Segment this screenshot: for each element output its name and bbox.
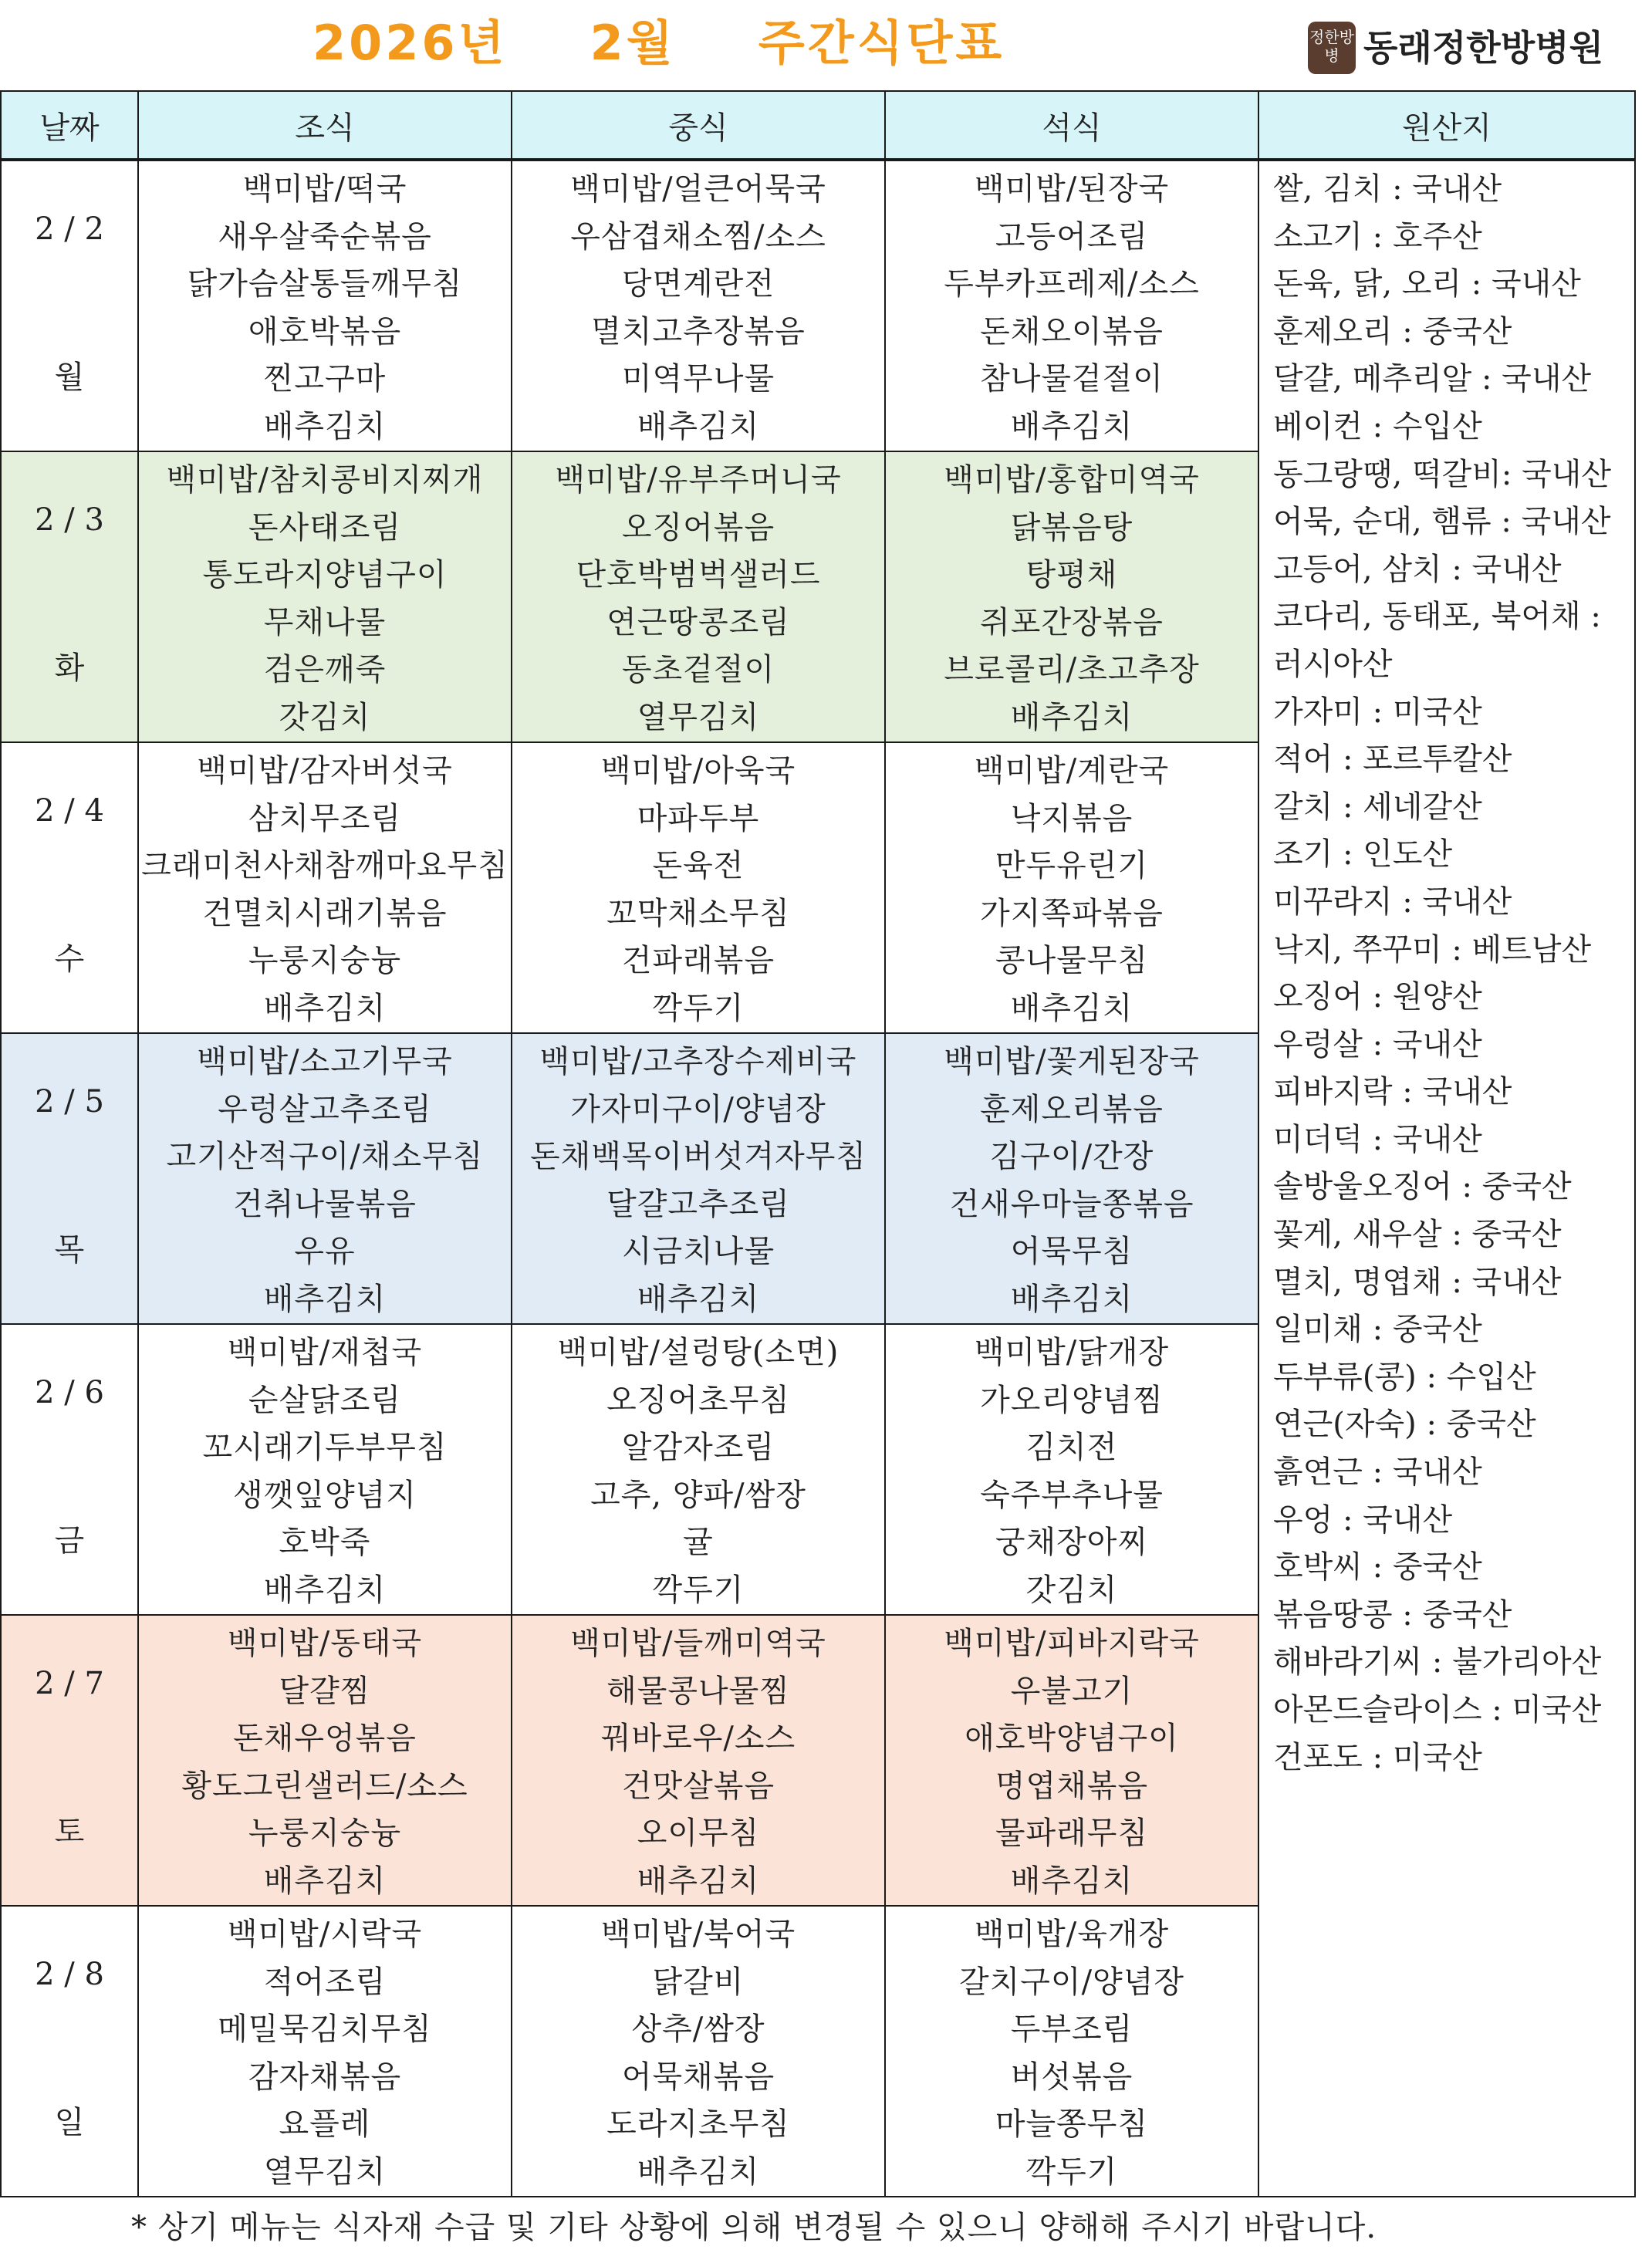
menu-item: 건취나물볶음	[233, 1186, 417, 1222]
origin-item: 연근(자숙) : 중국산	[1273, 1407, 1536, 1443]
origin-item: 조기 : 인도산	[1273, 836, 1453, 873]
origin-item: 멸치, 명엽채 : 국내산	[1273, 1264, 1562, 1300]
menu-item: 백미밥/계란국	[974, 753, 1170, 789]
lunch-menu-list	[512, 743, 884, 1032]
menu-item: 동초겉절이	[621, 652, 775, 687]
menu-item: 열무김치	[263, 2153, 387, 2190]
menu-item: 가오리양념찜	[980, 1382, 1164, 1418]
origin-item: 해바라기씨 : 불가리아산	[1273, 1644, 1602, 1680]
dinner-menu-list	[886, 1907, 1258, 2196]
menu-item: 갈치구이/양념장	[959, 1964, 1184, 2000]
menu-item: 호박죽	[279, 1525, 371, 1560]
date-cell	[1, 1906, 138, 2197]
menu-body	[1, 160, 1635, 2197]
origin-item: 베이컨 : 수입산	[1273, 408, 1482, 444]
menu-item: 새우살죽순볶음	[218, 218, 432, 255]
menu-item: 단호박범벅샐러드	[576, 557, 821, 593]
menu-item: 꼬막채소무침	[606, 895, 790, 931]
origin-item: 달걀, 메추리알 : 국내산	[1273, 361, 1592, 397]
menu-item: 낙지볶음	[1010, 800, 1133, 836]
lunch-cell	[512, 160, 885, 451]
menu-item: 배추김치	[637, 1863, 760, 1899]
menu-item: 갓김치	[1025, 1572, 1118, 1608]
menu-item: 백미밥/재첩국	[227, 1335, 423, 1370]
menu-item: 어묵무침	[1010, 1234, 1133, 1269]
lunch-cell	[512, 451, 885, 742]
origin-item: 코다리, 동태포, 북어채 :	[1273, 599, 1601, 635]
date-cell	[1, 1033, 138, 1324]
menu-item: 백미밥/시락국	[227, 1917, 423, 1952]
menu-item: 검은깨죽	[263, 652, 387, 687]
menu-item: 닭갈비	[652, 1964, 745, 2000]
date-cell	[1, 1324, 138, 1615]
menu-item: 돈사태조림	[248, 509, 402, 546]
origin-item: 솔방울오징어 : 중국산	[1273, 1169, 1572, 1205]
menu-item: 백미밥/북어국	[600, 1917, 796, 1952]
breakfast-menu-list	[139, 1034, 511, 1323]
menu-item: 배추김치	[263, 990, 387, 1026]
dinner-menu-list	[886, 1616, 1258, 1905]
origin-item: 우렁살 : 국내산	[1273, 1026, 1482, 1062]
menu-item: 황도그린샐러드/소스	[181, 1768, 468, 1804]
menu-item: 백미밥/떡국	[242, 171, 407, 207]
dinner-cell	[885, 742, 1258, 1033]
origin-cell	[1258, 160, 1635, 2197]
menu-item: 배추김치	[637, 1281, 760, 1317]
menu-item: 배추김치	[1010, 990, 1133, 1026]
menu-item: 달걀찜	[279, 1673, 371, 1709]
origin-item: 건포도 : 미국산	[1273, 1739, 1482, 1775]
menu-item: 명엽채볶음	[995, 1768, 1149, 1804]
menu-item: 닭볶음탕	[1010, 509, 1133, 546]
date-weekday: 목	[54, 1232, 85, 1268]
dinner-cell	[885, 160, 1258, 451]
breakfast-menu-list	[139, 743, 511, 1032]
menu-item: 감자채볶음	[248, 2059, 402, 2095]
date-weekday: 월	[54, 360, 85, 395]
origin-item: 일미채 : 중국산	[1273, 1312, 1482, 1348]
menu-item: 오이무침	[637, 1816, 760, 1851]
origin-item: 오징어 : 원양산	[1273, 979, 1482, 1015]
header-breakfast: 조식	[138, 91, 512, 160]
date-cell	[1, 742, 138, 1033]
menu-item: 버섯볶음	[1010, 2059, 1133, 2095]
date-number: 2 / 2	[35, 211, 104, 247]
menu-item: 백미밥/감자버섯국	[197, 753, 453, 789]
origin-item: 갈치 : 세네갈산	[1273, 789, 1482, 825]
origin-item: 어묵, 순대, 햄류 : 국내산	[1273, 504, 1611, 540]
lunch-menu-list	[512, 1616, 884, 1905]
breakfast-cell	[138, 1906, 512, 2197]
menu-item: 미역무나물	[621, 361, 775, 397]
menu-item: 깍두기	[652, 990, 745, 1026]
menu-item: 시금치나물	[621, 1234, 775, 1269]
menu-item: 김구이/간장	[989, 1139, 1154, 1174]
menu-item: 우불고기	[1010, 1673, 1133, 1709]
menu-item: 두부조림	[1010, 2011, 1133, 2047]
date-number: 2 / 5	[35, 1084, 104, 1120]
menu-item: 도라지초무침	[606, 2106, 790, 2142]
lunch-menu-list	[512, 161, 884, 451]
menu-item: 김치전	[1025, 1430, 1118, 1465]
dinner-menu-list	[886, 452, 1258, 741]
menu-item: 백미밥/육개장	[974, 1917, 1170, 1952]
menu-item: 애호박볶음	[248, 313, 402, 350]
menu-item: 배추김치	[263, 1863, 387, 1899]
dinner-cell	[885, 451, 1258, 742]
lunch-cell	[512, 1615, 885, 1906]
lunch-menu-list	[512, 1907, 884, 2196]
header-dinner: 석식	[885, 91, 1258, 160]
menu-item: 숙주부추나물	[980, 1477, 1164, 1513]
menu-item: 요플레	[279, 2106, 371, 2142]
date-number: 2 / 6	[35, 1375, 104, 1410]
menu-item: 백미밥/닭개장	[974, 1335, 1170, 1370]
menu-item: 꿔바로우/소스	[600, 1721, 796, 1756]
menu-item: 배추김치	[1010, 699, 1133, 735]
origin-item: 돈육, 닭, 오리 : 국내산	[1273, 266, 1581, 302]
origin-item: 쌀, 김치 : 국내산	[1273, 171, 1502, 207]
menu-item: 백미밥/들깨미역국	[570, 1626, 826, 1661]
menu-item: 고등어조림	[995, 218, 1149, 255]
dinner-cell	[885, 1615, 1258, 1906]
menu-item: 배추김치	[263, 408, 387, 444]
date-number: 2 / 4	[35, 793, 104, 829]
menu-item: 상추/쌈장	[631, 2011, 765, 2047]
origin-item: 호박씨 : 중국산	[1273, 1549, 1482, 1586]
origin-item: 우엉 : 국내산	[1273, 1501, 1453, 1538]
origin-item: 적어 : 포르투칼산	[1273, 741, 1512, 778]
menu-item: 백미밥/소고기무국	[197, 1044, 453, 1079]
origin-item: 미꾸라지 : 국내산	[1273, 883, 1512, 920]
dinner-menu-list	[886, 161, 1258, 451]
menu-item: 우렁살고추조림	[218, 1091, 432, 1127]
breakfast-cell	[138, 1324, 512, 1615]
menu-item: 메밀묵김치무침	[218, 2011, 432, 2047]
date-weekday: 금	[54, 1523, 85, 1559]
menu-item: 탕평채	[1025, 557, 1118, 593]
menu-item: 백미밥/피바지락국	[944, 1626, 1200, 1661]
breakfast-cell	[138, 160, 512, 451]
menu-item: 멸치고추장볶음	[591, 313, 806, 350]
menu-item: 오징어볶음	[621, 509, 775, 546]
page-title: 2026년 2월 주간식단표	[312, 15, 1005, 71]
menu-item: 생깻잎양념지	[233, 1477, 417, 1513]
menu-item: 배추김치	[263, 1572, 387, 1608]
breakfast-cell	[138, 1615, 512, 1906]
menu-item: 궁채장아찌	[995, 1525, 1149, 1560]
menu-item: 통도라지양념구이	[202, 557, 448, 593]
origin-item: 고등어, 삼치 : 국내산	[1273, 551, 1562, 587]
menu-item: 백미밥/참치콩비지찌개	[166, 462, 484, 498]
origin-item: 러시아산	[1273, 646, 1393, 682]
menu-item: 백미밥/얼큰어묵국	[570, 171, 826, 207]
origin-item: 흙연근 : 국내산	[1273, 1454, 1482, 1491]
menu-item: 돈육전	[652, 848, 745, 883]
breakfast-menu-list	[139, 1907, 511, 2196]
origin-item: 소고기 : 호주산	[1273, 218, 1482, 255]
date-weekday: 화	[54, 650, 85, 686]
menu-item: 훈제오리볶음	[980, 1091, 1164, 1127]
origin-list	[1259, 161, 1634, 1782]
origin-item: 미더덕 : 국내산	[1273, 1121, 1482, 1157]
menu-item: 배추김치	[263, 1281, 387, 1317]
menu-item: 해물콩나물찜	[606, 1673, 790, 1709]
menu-item: 마파두부	[637, 800, 760, 836]
menu-item: 적어조림	[263, 1964, 387, 2000]
menu-item: 참나물겉절이	[980, 361, 1164, 397]
menu-item: 고추, 양파/쌈장	[590, 1477, 806, 1513]
menu-item: 무채나물	[263, 604, 387, 640]
menu-item: 배추김치	[1010, 408, 1133, 444]
menu-item: 백미밥/홍합미역국	[944, 462, 1200, 498]
date-number: 2 / 3	[35, 502, 104, 538]
menu-item: 닭가슴살통들깨무침	[187, 266, 463, 302]
origin-item: 두부류(콩) : 수입산	[1273, 1359, 1536, 1395]
dinner-cell	[885, 1906, 1258, 2197]
menu-item: 누룽지숭늉	[248, 943, 402, 978]
menu-item: 돈채백목이버섯겨자무침	[529, 1139, 867, 1174]
menu-item: 고기산적구이/채소무침	[166, 1139, 484, 1174]
menu-item: 삼치무조림	[248, 800, 402, 836]
menu-item: 백미밥/고추장수제비국	[539, 1044, 857, 1079]
date-cell	[1, 1615, 138, 1906]
breakfast-cell	[138, 1033, 512, 1324]
dinner-menu-list	[886, 1325, 1258, 1614]
menu-item: 가자미구이/양념장	[570, 1091, 826, 1127]
lunch-menu-list	[512, 452, 884, 741]
menu-item: 백미밥/동태국	[227, 1626, 423, 1661]
breakfast-menu-list	[139, 1616, 511, 1905]
origin-item: 볶음땅콩 : 중국산	[1273, 1596, 1512, 1633]
origin-item: 아몬드슬라이스 : 미국산	[1273, 1692, 1602, 1728]
menu-item: 백미밥/된장국	[974, 171, 1170, 207]
header-origin: 원산지	[1258, 91, 1635, 160]
date-number: 2 / 8	[35, 1957, 104, 1992]
menu-item: 두부카프레제/소스	[944, 266, 1200, 302]
menu-item: 건새우마늘쫑볶음	[949, 1186, 1194, 1222]
menu-item: 배추김치	[1010, 1863, 1133, 1899]
menu-item: 꼬시래기두부무침	[202, 1430, 448, 1465]
menu-item: 배추김치	[637, 408, 760, 444]
lunch-menu-list	[512, 1034, 884, 1323]
menu-item: 연근땅콩조림	[606, 604, 790, 640]
footnote: * 상기 메뉴는 식자재 수급 및 기타 상황에 의해 변경될 수 있으니 양해해 주시기 바랍니다.	[131, 2210, 1377, 2245]
header-lunch: 중식	[512, 91, 885, 160]
hospital-logo-mark: 정한방병	[1308, 22, 1356, 74]
menu-item: 백미밥/아욱국	[600, 753, 796, 789]
header-row	[1, 91, 1635, 160]
breakfast-cell	[138, 451, 512, 742]
menu-item: 만두유린기	[995, 848, 1149, 883]
date-cell	[1, 451, 138, 742]
menu-item: 브로콜리/초고추장	[944, 652, 1200, 687]
date-weekday: 토	[54, 1814, 85, 1849]
menu-item: 백미밥/설렁탕(소면)	[557, 1335, 840, 1370]
menu-item: 애호박양념구이	[965, 1721, 1179, 1756]
menu-item: 돈채우엉볶음	[233, 1721, 417, 1756]
lunch-cell	[512, 1906, 885, 2197]
origin-item: 꽃게, 새우살 : 중국산	[1273, 1217, 1562, 1253]
menu-item: 마늘쫑무침	[995, 2106, 1149, 2142]
menu-item: 배추김치	[1010, 1281, 1133, 1317]
menu-table	[0, 90, 1636, 2197]
menu-item: 순살닭조림	[248, 1382, 402, 1418]
hospital-logo	[1308, 22, 1632, 77]
origin-item: 동그랑땡, 떡갈비: 국내산	[1273, 456, 1612, 492]
menu-item: 우유	[294, 1234, 356, 1269]
menu-item: 건멸치시래기볶음	[202, 895, 448, 931]
menu-item: 당면계란전	[621, 266, 775, 302]
lunch-menu-list	[512, 1325, 884, 1614]
menu-item: 백미밥/꽃게된장국	[944, 1044, 1200, 1079]
day-row	[1, 160, 1635, 451]
dinner-cell	[885, 1324, 1258, 1615]
menu-item: 우삼겹채소찜/소스	[570, 218, 826, 255]
menu-item: 깍두기	[652, 1572, 745, 1608]
dinner-menu-list	[886, 743, 1258, 1032]
lunch-cell	[512, 742, 885, 1033]
menu-item: 건맛살볶음	[621, 1768, 775, 1804]
menu-item: 배추김치	[637, 2153, 760, 2190]
dinner-cell	[885, 1033, 1258, 1324]
menu-item: 콩나물무침	[995, 943, 1149, 978]
menu-item: 쥐포간장볶음	[980, 604, 1164, 640]
menu-item: 물파래무침	[995, 1816, 1149, 1851]
origin-item: 낙지, 쭈꾸미 : 베트남산	[1273, 931, 1592, 968]
date-weekday: 일	[54, 2105, 85, 2140]
origin-item: 훈제오리 : 중국산	[1273, 313, 1512, 350]
origin-item: 가자미 : 미국산	[1273, 694, 1482, 730]
dinner-menu-list	[886, 1034, 1258, 1323]
menu-item: 돈채오이볶음	[980, 313, 1164, 350]
menu-item: 달걀고추조림	[606, 1186, 790, 1222]
date-number: 2 / 7	[35, 1666, 104, 1701]
menu-item: 백미밥/유부주머니국	[555, 462, 842, 498]
menu-item: 갓김치	[279, 699, 371, 735]
lunch-cell	[512, 1324, 885, 1615]
menu-item: 가지쪽파볶음	[980, 895, 1164, 931]
hospital-name: 동래정한방병원	[1363, 27, 1604, 69]
menu-item: 귤	[683, 1525, 714, 1560]
menu-item: 찐고구마	[263, 361, 387, 397]
breakfast-menu-list	[139, 452, 511, 741]
menu-item: 알감자조림	[621, 1430, 775, 1465]
breakfast-menu-list	[139, 1325, 511, 1614]
menu-item: 누룽지숭늉	[248, 1816, 402, 1851]
header-date: 날짜	[1, 91, 138, 160]
breakfast-menu-list	[139, 161, 511, 451]
breakfast-cell	[138, 742, 512, 1033]
menu-item: 깍두기	[1025, 2153, 1118, 2190]
date-weekday: 수	[54, 941, 85, 977]
menu-item: 건파래볶음	[621, 943, 775, 978]
menu-item: 크래미천사채참깨마요무침	[141, 848, 508, 883]
lunch-cell	[512, 1033, 885, 1324]
origin-item: 피바지락 : 국내산	[1273, 1074, 1512, 1110]
menu-item: 오징어초무침	[606, 1382, 790, 1418]
menu-item: 어묵채볶음	[621, 2059, 775, 2095]
menu-item: 열무김치	[637, 699, 760, 735]
date-cell	[1, 160, 138, 451]
